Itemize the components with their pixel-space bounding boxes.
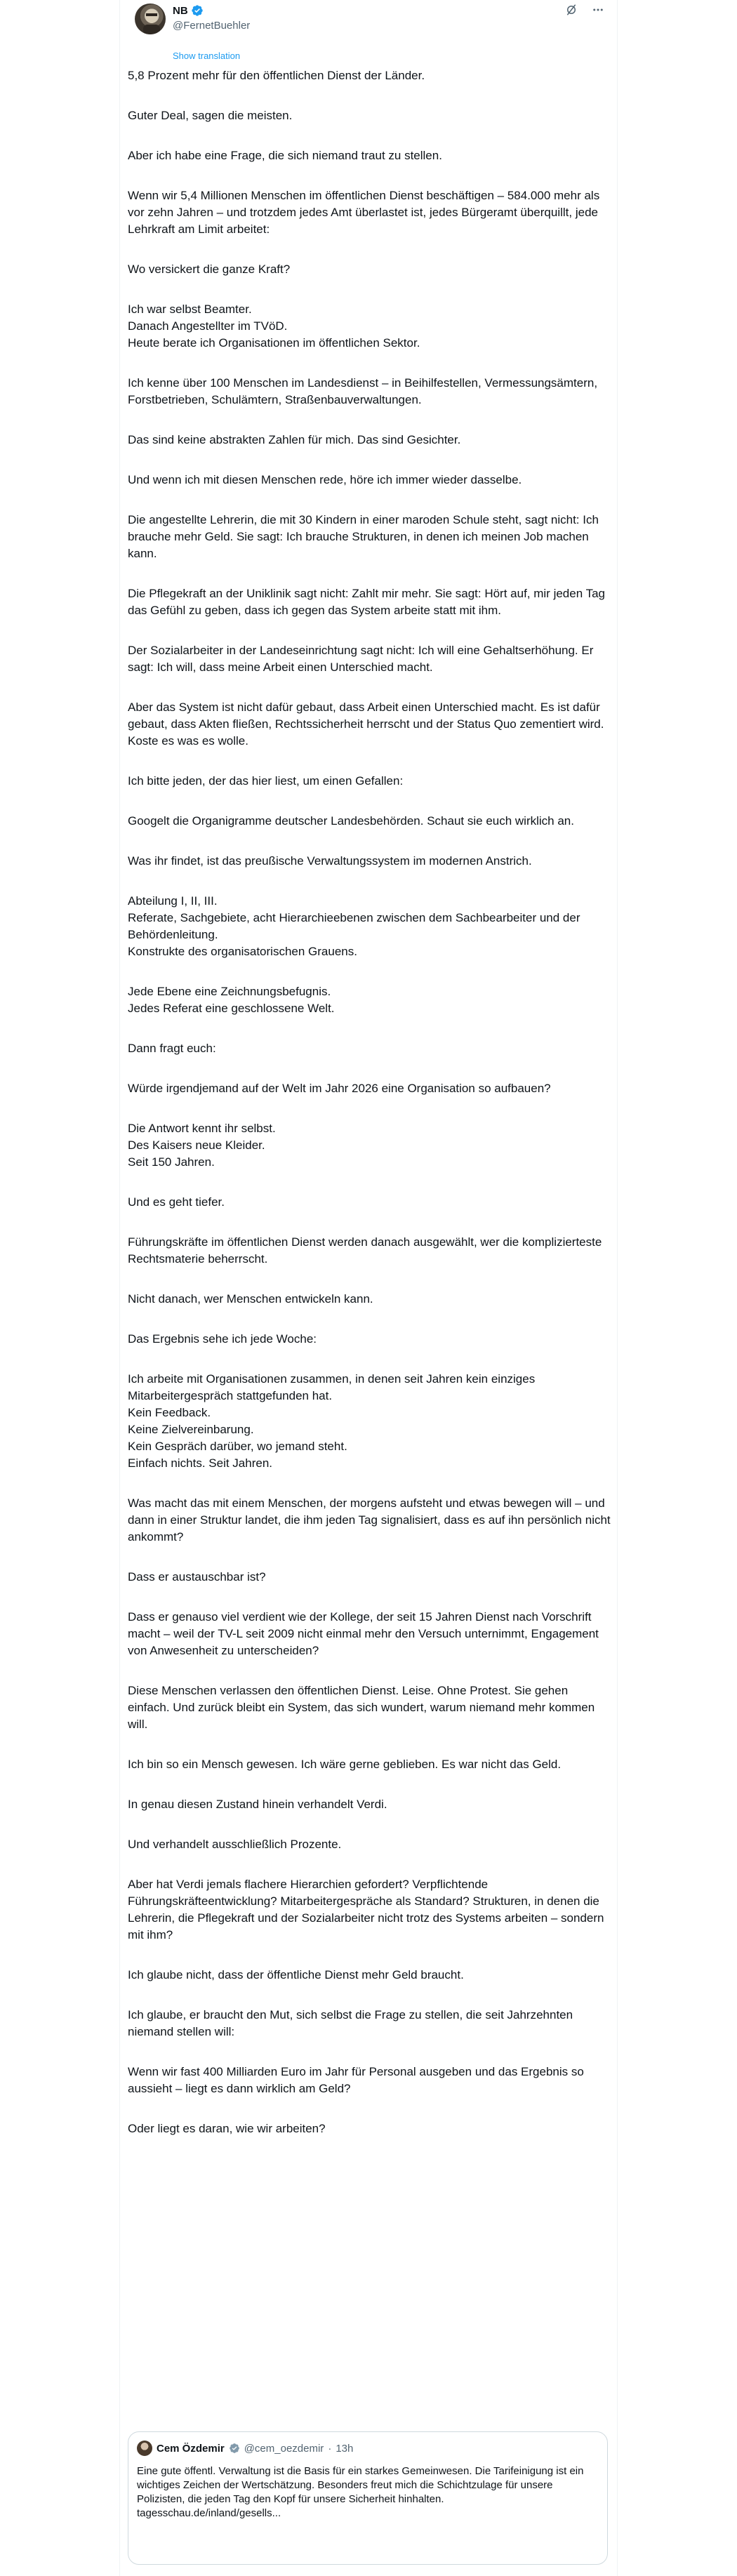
more-icon[interactable] xyxy=(591,3,605,17)
show-translation-link[interactable]: Show translation xyxy=(173,51,241,61)
post-paragraph: Die angestellte Lehrerin, die mit 30 Kindern in einer maroden Schule steht, sagt nicht: Ich brauche mehr Geld. Sie sagt: Ich brauche Strukturen, in denen ich meinen Job machen kann. xyxy=(128,513,599,560)
post-paragraph: Guter Deal, sagen die meisten. xyxy=(128,109,293,122)
post-paragraph: Das sind keine abstrakten Zahlen für mich. Das sind Gesichter. xyxy=(128,433,461,446)
post-paragraph: Ich war selbst Beamter. Danach Angestellter im TVöD. Heute berate ich Organisationen im öffentlichen Sektor. xyxy=(128,303,420,350)
quoted-display-name[interactable]: Cem Özdemir xyxy=(157,2442,225,2455)
post-paragraph: Googelt die Organigramme deutscher Landesbehörden. Schaut sie euch wirklich an. xyxy=(128,814,574,828)
post-paragraph: Der Sozialarbeiter in der Landeseinrichtung sagt nicht: Ich will eine Gehaltserhöhung. Er sagt: Ich will, dass meine Arbeit einen Unterschied macht. xyxy=(128,644,594,674)
author-handle[interactable]: @FernetBuehler xyxy=(173,20,251,32)
post-paragraph: Ich glaube nicht, dass der öffentliche Dienst mehr Geld braucht. xyxy=(128,1968,464,1981)
avatar[interactable] xyxy=(135,4,166,34)
post-paragraph: Abteilung I, II, III. Referate, Sachgebiete, acht Hierarchieebenen zwischen dem Sachbearbeiter und der Behördenleitung. Konstrukte des organisatorischen Grauens. xyxy=(128,894,580,958)
post-paragraph: Dass er genauso viel verdient wie der Kollege, der seit 15 Jahren Dienst nach Vorschrift macht – weil der TV-L seit 2009 nicht einmal mehr den Versuch unternimmt, Engagement von Anwesenheit zu unterscheiden? xyxy=(128,1610,599,1657)
post-paragraph: Und verhandelt ausschließlich Prozente. xyxy=(128,1838,342,1851)
post-paragraph: Aber hat Verdi jemals flachere Hierarchien gefordert? Verpflichtende Führungskräfteentwicklung? Mitarbeitergespräche als Standard? Strukturen, in denen die Lehrerin, die Pflegekraft und der Sozialarbeiter nicht trotz des Systems arbeiten – sondern mit ihm? xyxy=(128,1878,604,1941)
post-paragraph: Ich bitte jeden, der das hier liest, um einen Gefallen: xyxy=(128,774,404,788)
author-name-row xyxy=(173,4,204,17)
post-paragraph: Nicht danach, wer Menschen entwickeln kann. xyxy=(128,1292,373,1306)
post-header xyxy=(128,0,609,46)
post-paragraph: Die Pflegekraft an der Uniklinik sagt nicht: Zahlt mir mehr. Sie sagt: Hört auf, mir jeden Tag das Gefühl zu geben, dass ich gegen das System arbeite statt mit ihm. xyxy=(128,587,605,617)
post-paragraph: In genau diesen Zustand hinein verhandelt Verdi. xyxy=(128,1798,387,1811)
post-paragraph: Die Antwort kennt ihr selbst. Des Kaisers neue Kleider. Seit 150 Jahren. xyxy=(128,1122,276,1169)
post-paragraph: Und wenn ich mit diesen Menschen rede, höre ich immer wieder dasselbe. xyxy=(128,473,522,486)
quoted-avatar[interactable] xyxy=(137,2441,152,2456)
post-paragraph: Würde irgendjemand auf der Welt im Jahr 2026 eine Organisation so aufbauen? xyxy=(128,1082,551,1095)
quoted-post-text: Eine gute öffentl. Verwaltung ist die Basis für ein starkes Gemeinwesen. Die Tarifeinigung ist ein wichtiges Zeichen der Wertschätzung. Besonders freut mich die Schichtzulage für unsere Polizisten, die jeden Tag den Kopf für unsere Sicherheit hinhalten. tagesschau.de/inland/gesells... xyxy=(137,2465,584,2519)
verified-badge-icon xyxy=(191,4,204,17)
post-paragraph: Diese Menschen verlassen den öffentlichen Dienst. Leise. Ohne Protest. Sie gehen einfach. Und zurück bleibt ein System, das sich wundert, warum niemand mehr kommen will. xyxy=(128,1684,595,1731)
post-paragraph: Wenn wir fast 400 Milliarden Euro im Jahr für Personal ausgeben und das Ergebnis so aussieht – liegt es dann wirklich am Geld? xyxy=(128,2065,584,2095)
quoted-verified-badge-icon xyxy=(229,2443,240,2454)
post-paragraph: Und es geht tiefer. xyxy=(128,1195,225,1209)
post-paragraph: Aber ich habe eine Frage, die sich niemand traut zu stellen. xyxy=(128,149,442,162)
post-paragraph: Aber das System ist nicht dafür gebaut, dass Arbeit einen Unterschied macht. Es ist dafür gebaut, dass Akten fließen, Rechtssicherheit herrscht und der Status Quo zementiert wird. Koste es was es wolle. xyxy=(128,701,604,748)
post-paragraph: Dann fragt euch: xyxy=(128,1042,216,1055)
post-paragraph: Wenn wir 5,4 Millionen Menschen im öffentlichen Dienst beschäftigen – 584.000 mehr als vor zehn Jahren – und trotzdem jedes Amt überlastet ist, jedes Bürgeramt überquillt, jede Lehrkraft am Limit arbeitet: xyxy=(128,189,600,236)
post-paragraph: Ich bin so ein Mensch gewesen. Ich wäre gerne geblieben. Es war nicht das Geld. xyxy=(128,1758,562,1771)
post-paragraph: Ich glaube, er braucht den Mut, sich selbst die Frage zu stellen, die seit Jahrzehnten niemand stellen will: xyxy=(128,2008,573,2038)
post-paragraph: Das Ergebnis sehe ich jede Woche: xyxy=(128,1332,317,1346)
post-paragraph: Jede Ebene eine Zeichnungsbefugnis. Jedes Referat eine geschlossene Welt. xyxy=(128,985,335,1015)
quoted-handle: @cem_oezdemir xyxy=(244,2442,324,2455)
quoted-timestamp[interactable]: 13h xyxy=(336,2442,354,2455)
post-column xyxy=(119,0,618,2576)
post-paragraph: Oder liegt es daran, wie wir arbeiten? xyxy=(128,2122,326,2135)
post-body xyxy=(128,67,612,2137)
post-paragraph: Was ihr findet, ist das preußische Verwaltungssystem im modernen Anstrich. xyxy=(128,854,532,868)
post-paragraph: Wo versickert die ganze Kraft? xyxy=(128,263,291,276)
post-paragraph: Ich kenne über 100 Menschen im Landesdienst – in Beihilfestellen, Vermessungsämtern, Forstbetrieben, Schulämtern, Straßenbauverwaltungen. xyxy=(128,376,598,406)
quoted-separator: · xyxy=(328,2442,332,2455)
post-paragraph: Dass er austauschbar ist? xyxy=(128,1570,266,1584)
header-actions xyxy=(564,3,605,17)
post-paragraph: Ich arbeite mit Organisationen zusammen, in denen seit Jahren kein einziges Mitarbeitergespräch stattgefunden hat. Kein Feedback. Keine Zielvereinbarung. Kein Gespräch darüber, wo jemand steht. Einfach nichts. Seit Jahren. xyxy=(128,1372,536,1470)
quoted-post[interactable] xyxy=(128,2431,608,2565)
author-display-name[interactable]: NB xyxy=(173,4,188,17)
grok-icon[interactable] xyxy=(564,3,578,17)
quoted-post-header xyxy=(137,2441,353,2456)
post-paragraph: Führungskräfte im öffentlichen Dienst werden danach ausgewählt, wer die komplizierteste Rechtsmaterie beherrscht. xyxy=(128,1235,602,1266)
post-paragraph: Was macht das mit einem Menschen, der morgens aufsteht und etwas bewegen will – und dann in einer Struktur landet, die ihm jeden Tag signalisiert, dass es auf ihn persönlich nicht ankommt? xyxy=(128,1496,611,1543)
post-paragraph: 5,8 Prozent mehr für den öffentlichen Dienst der Länder. xyxy=(128,69,425,82)
